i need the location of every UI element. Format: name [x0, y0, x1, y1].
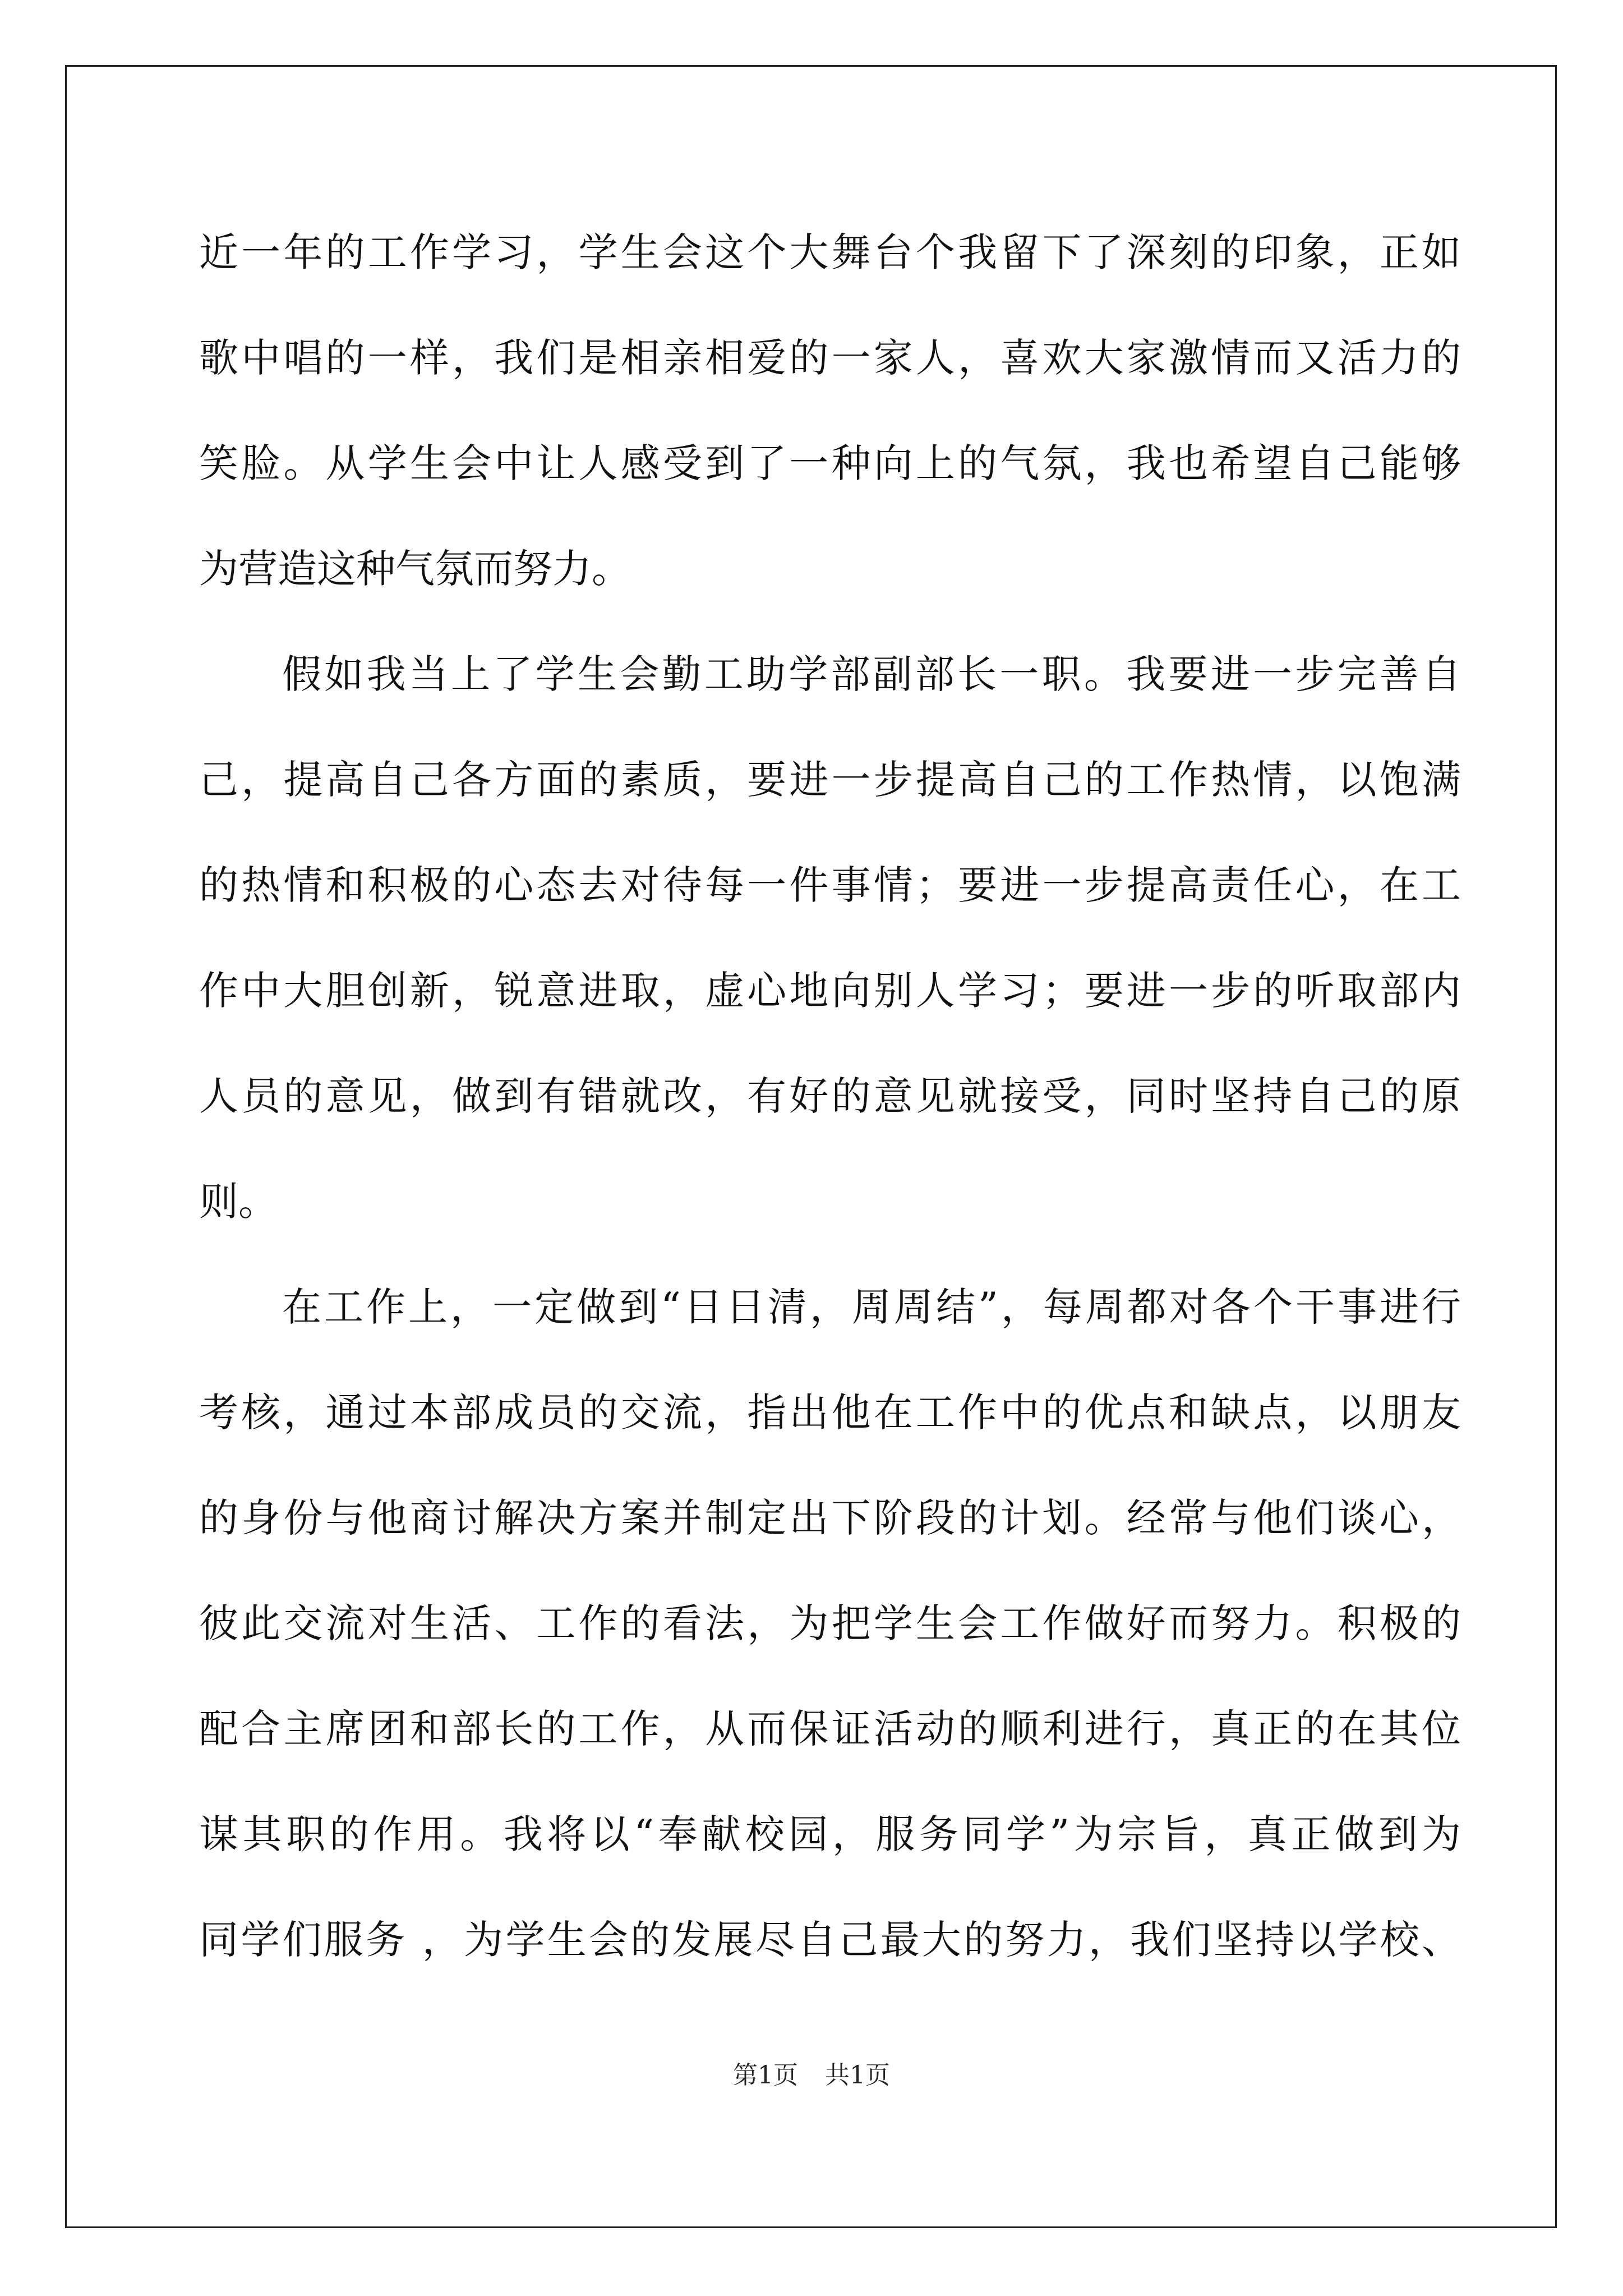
page-number: 第1页: [733, 2061, 798, 2090]
text-line: 己，提高自己各方面的素质，要进一步提高自己的工作热情，以饱满: [199, 757, 1461, 803]
text-line: 彼此交流对生活、工作的看法，为把学生会工作做好而努力。积极的: [199, 1600, 1461, 1646]
text-line: 人员的意见，做到有错就改，有好的意见就接受，同时坚持自己的原: [199, 1073, 1461, 1119]
text-line: 在工作上，一定做到“日日清，周周结”，每周都对各个干事进行: [282, 1284, 1461, 1330]
text-line: 的身份与他商讨解决方案并制定出下阶段的计划。经常与他们谈心，: [199, 1495, 1461, 1541]
text-line: 为营造这种气氛而努力。: [199, 546, 631, 592]
text-line: 笑脸。从学生会中让人感受到了一种向上的气氛，我也希望自己能够: [199, 440, 1461, 486]
text-line: 谋其职的作用。我将以“奉献校园，服务同学”为宗旨，真正做到为: [199, 1811, 1461, 1857]
text-line: 歌中唱的一样，我们是相亲相爱的一家人，喜欢大家激情而又活力的: [199, 335, 1461, 381]
page-footer: [0, 2059, 1623, 2092]
text-line: 近一年的工作学习，学生会这个大舞台个我留下了深刻的印象，正如: [199, 229, 1461, 275]
text-line: 假如我当上了学生会勤工助学部副部长一职。我要进一步完善自: [282, 651, 1461, 697]
text-line: 配合主席团和部长的工作，从而保证活动的顺利进行，真正的在其位: [199, 1706, 1461, 1752]
text-line: 同学们服务 ，为学生会的发展尽自己最大的努力，我们坚持以学校、: [199, 1917, 1461, 1963]
text-line: 考核，通过本部成员的交流，指出他在工作中的优点和缺点，以朋友: [199, 1389, 1461, 1435]
page-total: 共1页: [825, 2061, 890, 2090]
text-line: 作中大胆创新，锐意进取，虚心地向别人学习；要进一步的听取部内: [199, 968, 1461, 1014]
text-line: 则。: [199, 1179, 278, 1225]
text-line: 的热情和积极的心态去对待每一件事情；要进一步提高责任心，在工: [199, 862, 1461, 908]
